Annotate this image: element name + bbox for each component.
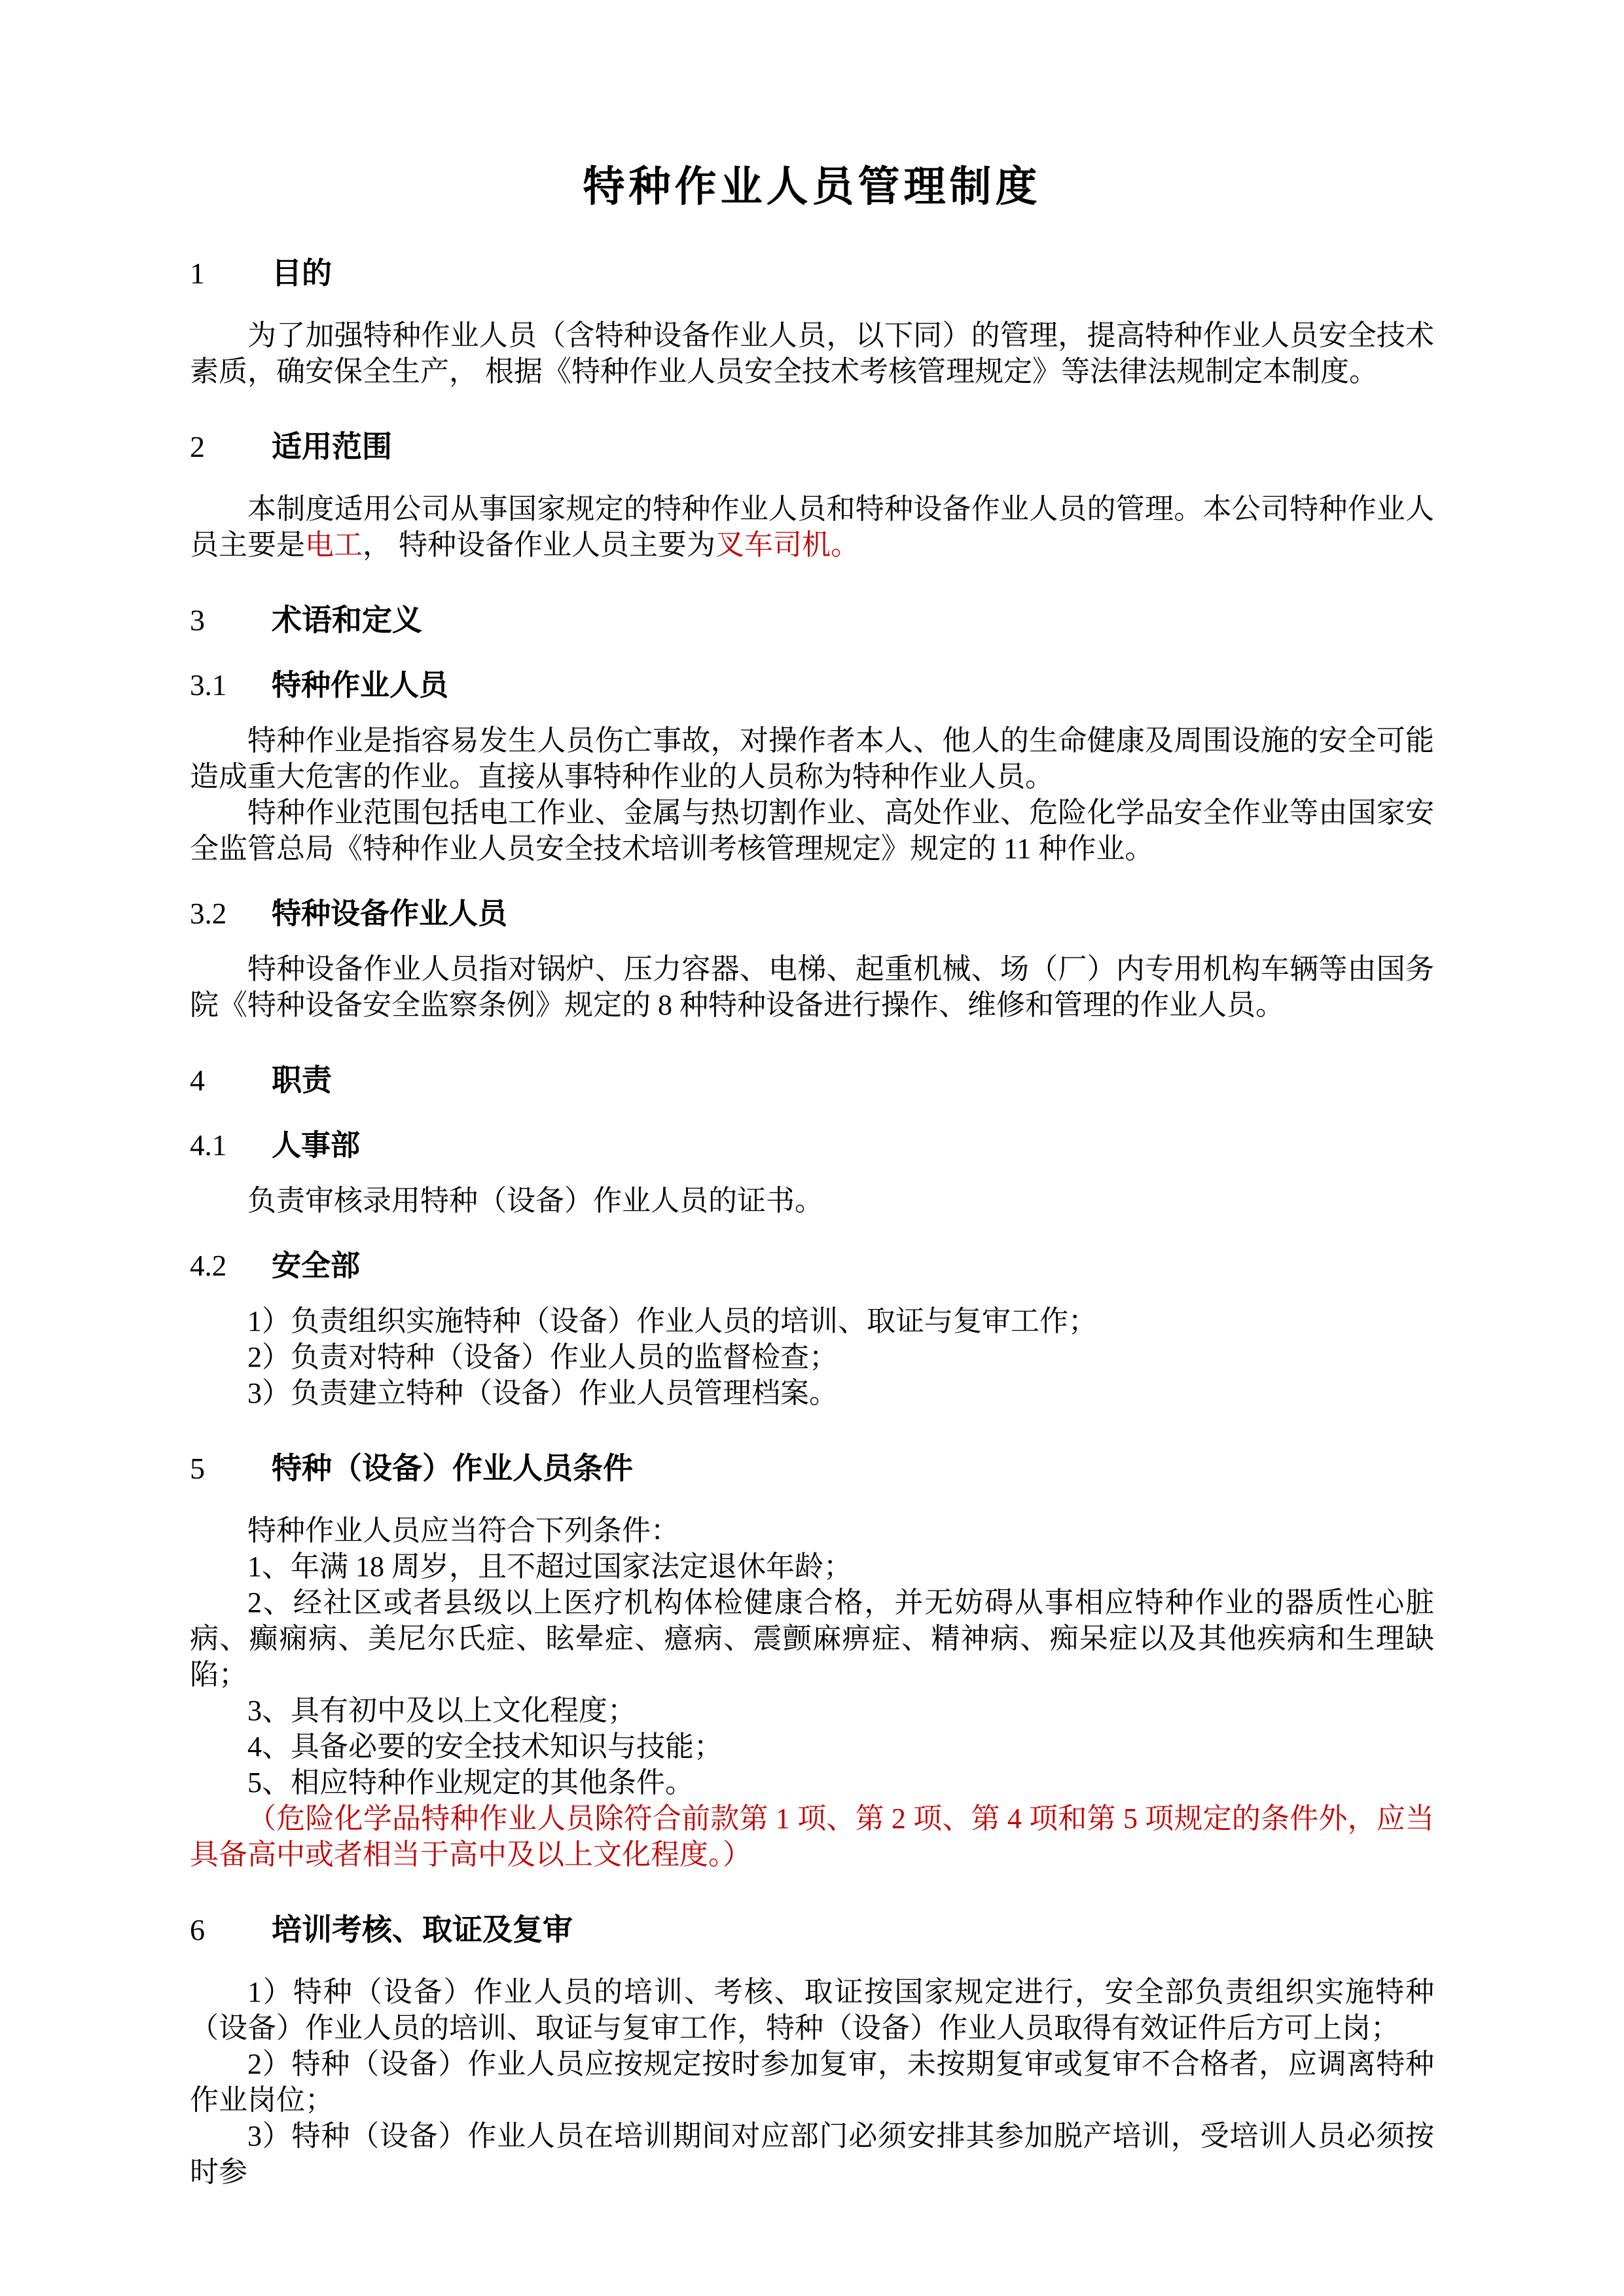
subsection-number: 3.1 <box>190 669 227 702</box>
section-number: 3 <box>190 603 205 637</box>
subsection-title: 特种设备作业人员 <box>272 897 508 930</box>
section-title: 目的 <box>272 256 332 290</box>
section-title: 适用范围 <box>272 429 392 463</box>
section-3-heading <box>190 602 1434 638</box>
section-title: 培训考核、取证及复审 <box>272 1912 573 1946</box>
condition-item: 4、具备必要的安全技术知识与技能； <box>247 1731 723 1763</box>
section-4-heading <box>190 1062 1434 1098</box>
safety-dept-duty-item: 3）负责建立特种（设备）作业人员管理档案。 <box>247 1377 838 1409</box>
doc-title: 特种作业人员管理制度 <box>583 163 1041 210</box>
subsection-3-2-heading <box>190 896 1434 931</box>
red-term-forklift-driver: 叉车司机。 <box>715 529 859 561</box>
hazchem-note-red-paragraph: （危险化学品特种作业人员除符合前款第 1 项、第 2 项、第 4 项和第 5 项规定的条件外，应当具备高中或者相当于高中及以上文化程度。） <box>190 1803 1434 1871</box>
subsection-title: 安全部 <box>272 1249 361 1282</box>
subsection-number: 3.2 <box>190 897 227 930</box>
section-1-heading <box>190 255 1434 291</box>
section-title: 术语和定义 <box>272 603 422 637</box>
section-2-heading <box>190 429 1434 465</box>
conditions-lead-paragraph: 特种作业人员应当符合下列条件： <box>247 1515 679 1547</box>
training-item: 1）特种（设备）作业人员的培训、考核、取证按国家规定进行，安全部负责组织实施特种（设备）作业人员的培训、取证与复审工作，特种（设备）作业人员取得有效证件后方可上岗； <box>190 1976 1434 2044</box>
scope-paragraph <box>190 491 1434 563</box>
special-equipment-operators-def-paragraph: 特种设备作业人员指对锅炉、压力容器、电梯、起重机械、场（厂）内专用机构车辆等由国务院《特种设备安全监察条例》规定的 8 种特种设备进行操作、维修和管理的作业人员。 <box>190 953 1434 1021</box>
section-number: 4 <box>190 1064 205 1097</box>
safety-dept-duty-item: 2）负责对特种（设备）作业人员的监督检查； <box>247 1341 838 1373</box>
training-item: 2）特种（设备）作业人员应按规定按时参加复审，未按期复审或复审不合格者，应调离特种作业岗位； <box>190 2048 1434 2116</box>
section-title: 特种（设备）作业人员条件 <box>272 1451 633 1485</box>
hr-dept-duty-paragraph: 负责审核录用特种（设备）作业人员的证书。 <box>247 1185 823 1217</box>
condition-item: 3、具有初中及以上文化程度； <box>247 1695 636 1727</box>
section-number: 2 <box>190 430 205 463</box>
scope-text-mid: ， 特种设备作业人员主要为 <box>363 529 715 561</box>
subsection-title: 人事部 <box>272 1128 361 1162</box>
subsection-4-1-heading <box>190 1128 1434 1163</box>
training-item: 3）特种（设备）作业人员在培训期间对应部门必须安排其参加脱产培训，受培训人员必须按时参 <box>190 2120 1434 2188</box>
special-operators-def-paragraph-1: 特种作业是指容易发生人员伤亡事故，对操作者本人、他人的生命健康及周围设施的安全可能造成重大危害的作业。直接从事特种作业的人员称为特种作业人员。 <box>190 725 1434 793</box>
condition-item: 1、年满 18 周岁，且不超过国家法定退休年龄； <box>247 1551 852 1583</box>
condition-item: 5、相应特种作业规定的其他条件。 <box>247 1767 694 1799</box>
subsection-number: 4.1 <box>190 1129 227 1162</box>
section-5-heading <box>190 1450 1434 1486</box>
subsection-4-2-heading <box>190 1248 1434 1283</box>
section-number: 6 <box>190 1913 205 1946</box>
safety-dept-duty-item: 1）负责组织实施特种（设备）作业人员的培训、取证与复审工作； <box>247 1305 1097 1337</box>
condition-item: 2、经社区或者县级以上医疗机构体检健康合格，并无妨碍从事相应特种作业的器质性心脏病、癫痫病、美尼尔氏症、眩晕症、癔病、震颤麻痹症、精神病、痴呆症以及其他疾病和生理缺陷； <box>190 1587 1434 1691</box>
special-operators-def-paragraph-2: 特种作业范围包括电工作业、金属与热切割作业、高处作业、危险化学品安全作业等由国家安全监管总局《特种作业人员安全技术培训考核管理规定》规定的 11 种作业。 <box>190 797 1434 865</box>
red-term-electrician: 电工 <box>305 529 363 561</box>
purpose-paragraph: 为了加强特种作业人员（含特种设备作业人员，以下同）的管理，提高特种作业人员安全技术素质，确安保全生产， 根据《特种作业人员安全技术考核管理规定》等法律法规制定本制度。 <box>190 319 1434 387</box>
subsection-3-1-heading <box>190 668 1434 703</box>
section-title: 职责 <box>272 1063 332 1097</box>
section-number: 5 <box>190 1452 205 1485</box>
subsection-number: 4.2 <box>190 1249 227 1282</box>
scope-text-lead: 本制度适用公司从事国家规定的特种作业人员和特种设备作业人员的管理。本公司特种作业人员主要是 <box>190 493 1434 561</box>
subsection-title: 特种作业人员 <box>272 668 449 702</box>
section-6-heading <box>190 1912 1434 1948</box>
section-number: 1 <box>190 257 205 290</box>
